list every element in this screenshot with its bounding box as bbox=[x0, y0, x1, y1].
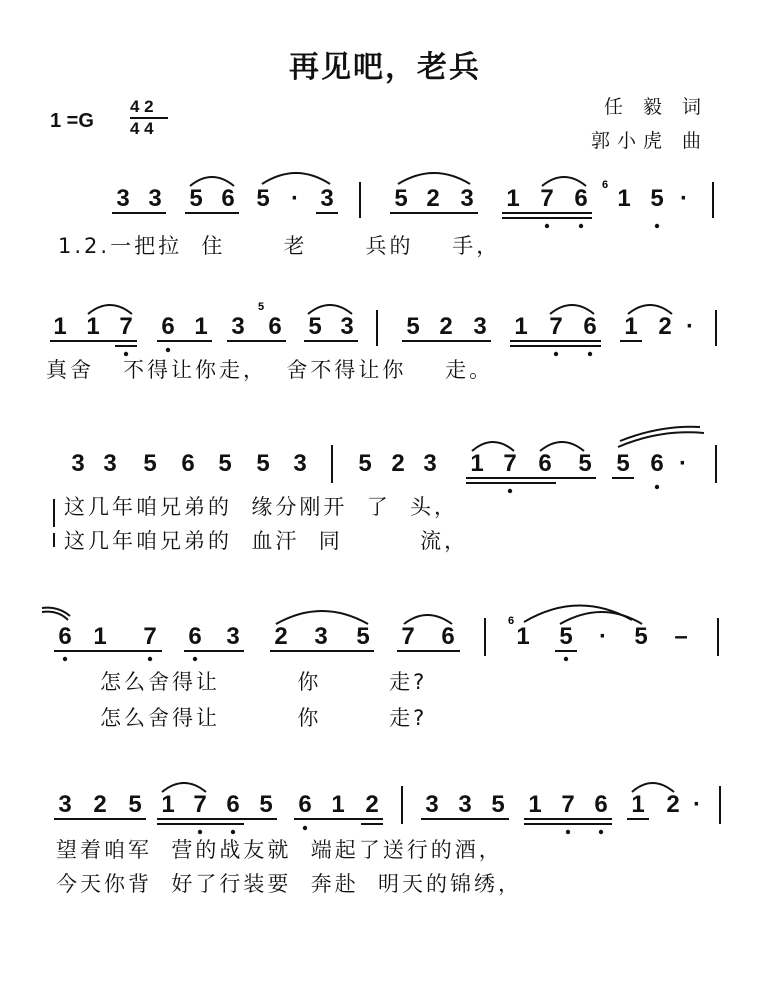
note: 5 bbox=[358, 450, 372, 477]
dot: · bbox=[693, 791, 701, 818]
note: 6 bbox=[650, 450, 664, 477]
note: 6 bbox=[226, 791, 240, 818]
note: 3 bbox=[340, 313, 354, 340]
composer-credit: 郭小虎 曲 bbox=[590, 130, 708, 152]
note: 6 bbox=[298, 791, 312, 818]
note: 5 bbox=[650, 185, 664, 212]
lyric-line: 这几年咱兄弟的 缘分刚开 了 头， bbox=[64, 495, 459, 519]
lyric-line: 今天你背 好了行装要 奔赴 明天的锦绣， bbox=[56, 872, 523, 896]
music-system-2 bbox=[0, 300, 770, 440]
lyric-line: 怎么舍得让 你 走? bbox=[100, 706, 428, 730]
note: 1 bbox=[86, 313, 100, 340]
note: 7 bbox=[549, 313, 563, 340]
note: 6 bbox=[538, 450, 552, 477]
note: 7 bbox=[119, 313, 133, 340]
note: 7 bbox=[143, 623, 157, 650]
note: 6 bbox=[594, 791, 608, 818]
lyric-line: 怎么舍得让 你 走? bbox=[100, 670, 428, 694]
dot: · bbox=[599, 623, 607, 650]
key-signature: 1 =G bbox=[50, 110, 94, 132]
svg-text:6: 6 bbox=[508, 615, 515, 627]
note: 6 bbox=[221, 185, 235, 212]
note: 1 bbox=[506, 185, 520, 212]
time-signature-bottom: 4 4 bbox=[130, 119, 154, 138]
note: 5 bbox=[256, 185, 270, 212]
lyric-line: 望着咱军 营的战友就 端起了送行的酒， bbox=[56, 838, 503, 862]
note: 6 bbox=[161, 313, 175, 340]
note: 2 bbox=[666, 791, 680, 818]
note: 3 bbox=[423, 450, 437, 477]
note: 3 bbox=[293, 450, 307, 477]
note: 2 bbox=[93, 791, 107, 818]
music-system-1 bbox=[0, 176, 770, 316]
note: 3 bbox=[460, 185, 474, 212]
note: 2 bbox=[426, 185, 440, 212]
note: 5 bbox=[616, 450, 630, 477]
note: 3 bbox=[425, 791, 439, 818]
note: 2 bbox=[365, 791, 379, 818]
note: 5 bbox=[308, 313, 322, 340]
note: 7 bbox=[193, 791, 207, 818]
time-signature bbox=[130, 98, 168, 138]
note: 5 bbox=[491, 791, 505, 818]
note: 6 bbox=[441, 623, 455, 650]
lyricist-credit: 任 毅 词 bbox=[603, 96, 708, 118]
note: 5 bbox=[143, 450, 157, 477]
note: 3 bbox=[103, 450, 117, 477]
note: 1 bbox=[53, 313, 67, 340]
note: 5 bbox=[128, 791, 142, 818]
note: 1 bbox=[514, 313, 528, 340]
dot: · bbox=[686, 313, 694, 340]
dot: · bbox=[291, 185, 299, 212]
lyric-line: 1.2.一把拉 住 老 兵的 手， bbox=[58, 234, 501, 258]
note: 2 bbox=[439, 313, 453, 340]
note: 6 bbox=[188, 623, 202, 650]
note: 5 bbox=[259, 791, 273, 818]
dot: · bbox=[680, 185, 688, 212]
note: 1 bbox=[617, 185, 631, 212]
note: 1 bbox=[194, 313, 208, 340]
svg-text:6: 6 bbox=[602, 179, 609, 191]
note: 6 bbox=[583, 313, 597, 340]
note: 3 bbox=[231, 313, 245, 340]
time-signature-top: 4 2 bbox=[130, 97, 154, 116]
note: 3 bbox=[458, 791, 472, 818]
dash: – bbox=[674, 623, 688, 650]
note: 7 bbox=[561, 791, 575, 818]
note: 3 bbox=[226, 623, 240, 650]
note: 1 bbox=[516, 623, 530, 650]
note: 1 bbox=[631, 791, 645, 818]
note: 6 bbox=[268, 313, 282, 340]
lyric-line: 真舍 不得让你走， 舍不得让你 走。 bbox=[46, 358, 494, 382]
note: 2 bbox=[391, 450, 405, 477]
note: 2 bbox=[658, 313, 672, 340]
dot: · bbox=[679, 450, 687, 477]
music-system-4 bbox=[0, 608, 770, 748]
note: 5 bbox=[356, 623, 370, 650]
note: 5 bbox=[256, 450, 270, 477]
note: 3 bbox=[116, 185, 130, 212]
note: 1 bbox=[470, 450, 484, 477]
note: 1 bbox=[161, 791, 175, 818]
note: 5 bbox=[559, 623, 573, 650]
note: 3 bbox=[148, 185, 162, 212]
note: 6 bbox=[181, 450, 195, 477]
note: 3 bbox=[314, 623, 328, 650]
note: 7 bbox=[401, 623, 415, 650]
note: 3 bbox=[71, 450, 85, 477]
lyric-line: 这几年咱兄弟的 血汗 同 流， bbox=[64, 529, 469, 553]
note: 2 bbox=[274, 623, 288, 650]
note: 5 bbox=[406, 313, 420, 340]
note: 5 bbox=[189, 185, 203, 212]
note: 3 bbox=[473, 313, 487, 340]
note: 1 bbox=[624, 313, 638, 340]
note: 1 bbox=[331, 791, 345, 818]
music-system-5 bbox=[0, 778, 770, 918]
music-system-3 bbox=[0, 437, 770, 577]
note: 5 bbox=[578, 450, 592, 477]
note: 6 bbox=[574, 185, 588, 212]
note: 6 bbox=[58, 623, 72, 650]
note: 5 bbox=[394, 185, 408, 212]
note: 7 bbox=[540, 185, 554, 212]
note: 1 bbox=[528, 791, 542, 818]
note: 5 bbox=[634, 623, 648, 650]
note: 5 bbox=[218, 450, 232, 477]
note: 3 bbox=[58, 791, 72, 818]
note: 1 bbox=[93, 623, 107, 650]
note: 3 bbox=[320, 185, 334, 212]
note: 7 bbox=[503, 450, 517, 477]
song-title: 再见吧，老兵 bbox=[289, 50, 481, 85]
svg-text:5: 5 bbox=[258, 301, 265, 313]
